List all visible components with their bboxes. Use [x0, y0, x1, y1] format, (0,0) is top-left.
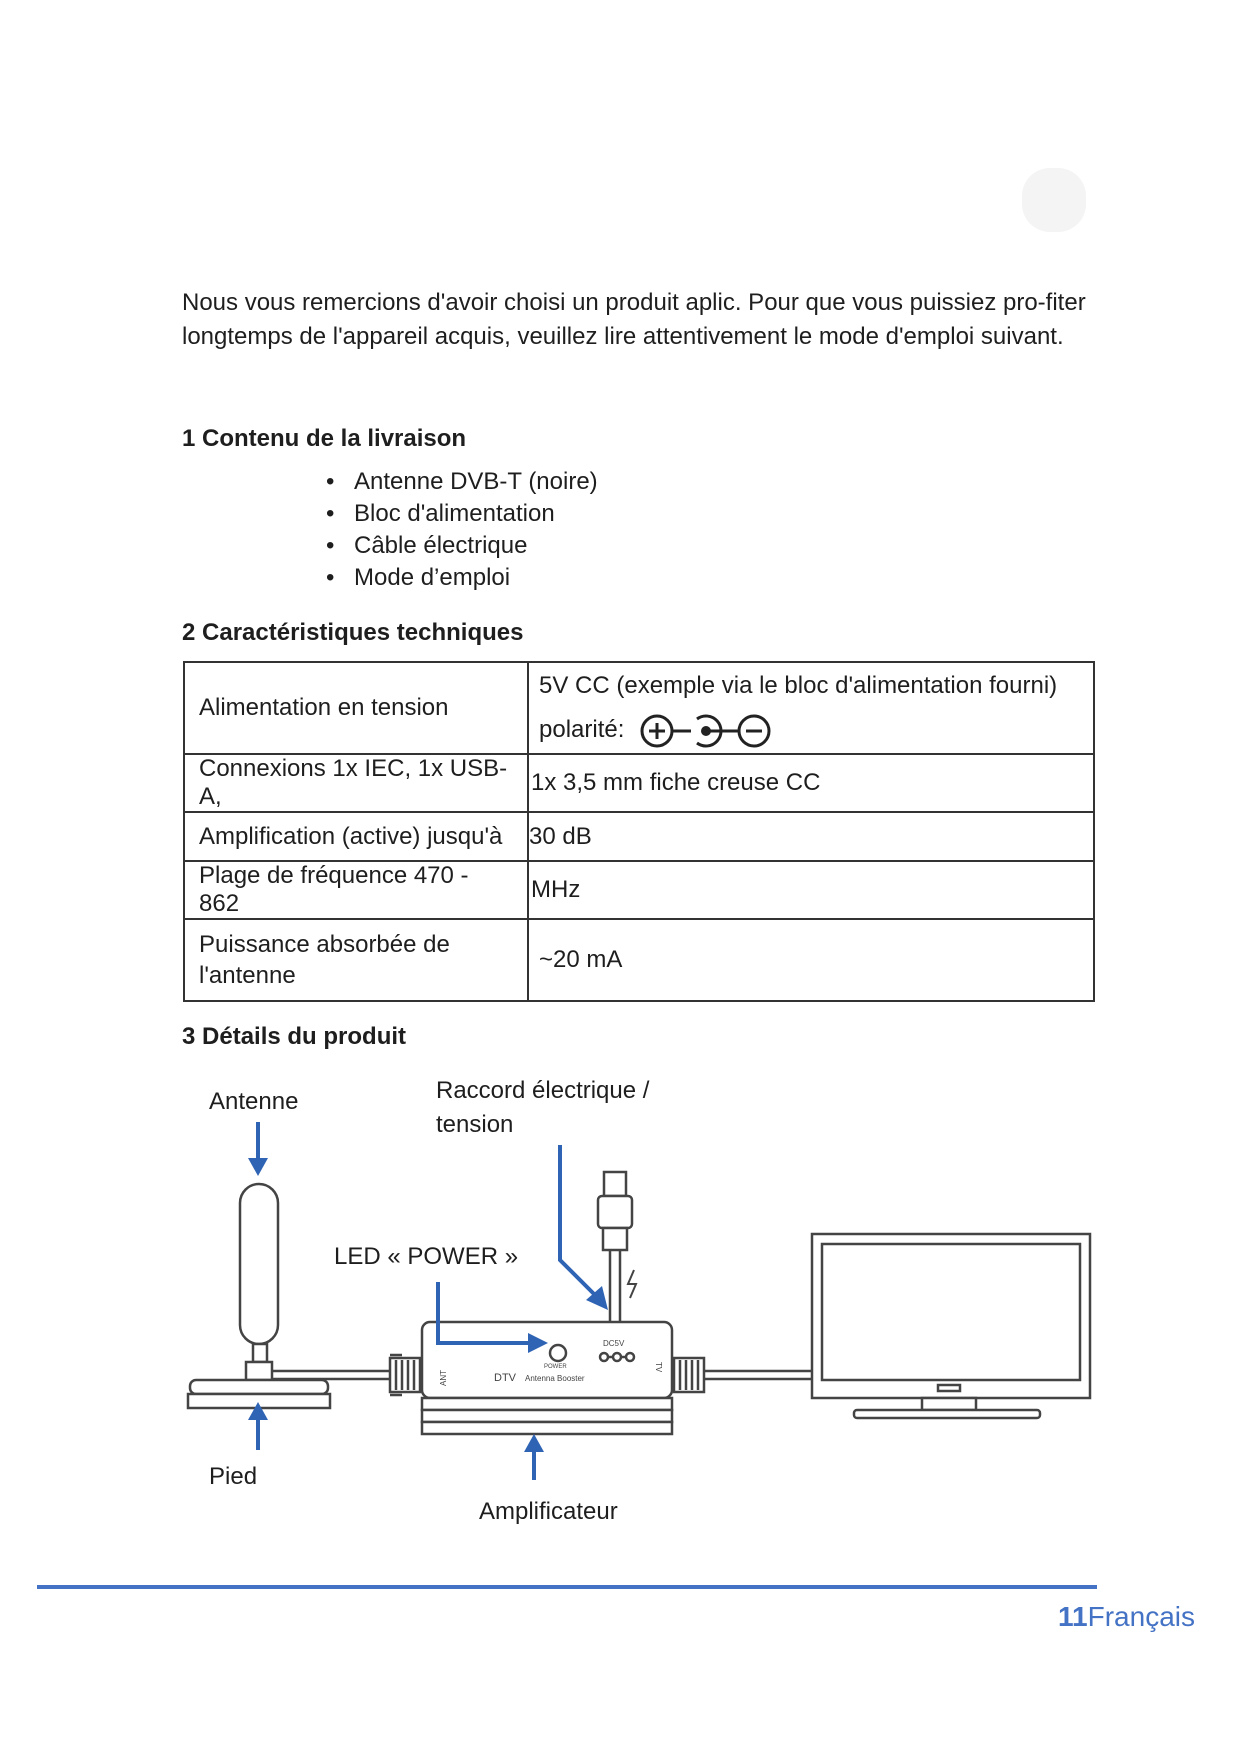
antenna-label: Antenne — [209, 1088, 299, 1115]
spec-value: ~20 mA — [528, 919, 1094, 1001]
amplifier-label: Amplificateur — [479, 1498, 618, 1525]
tv-port-text: TV — [654, 1362, 663, 1373]
spec-label: Connexions 1x IEC, 1x USB-A, — [184, 754, 528, 812]
tv-illustration — [812, 1234, 1090, 1418]
tv-cable — [704, 1371, 812, 1379]
spec-label: Alimentation en tension — [184, 662, 528, 754]
dc-in-text: DC5V — [603, 1339, 625, 1348]
power-label: Raccord électrique / tension — [436, 1077, 650, 1138]
spec-value: 1x 3,5 mm fiche creuse CC — [528, 754, 1094, 812]
list-item: • Mode d’emploi — [326, 562, 598, 594]
list-item: • Câble électrique — [326, 530, 598, 562]
spec-label: Puissance absorbée de l'antenne — [184, 919, 528, 1001]
led-label: LED « POWER » — [334, 1243, 519, 1270]
brand-text: DTV — [494, 1372, 516, 1384]
footer-rule — [37, 1585, 1097, 1589]
page-footer — [1058, 1601, 1195, 1633]
list-item: • Bloc d'alimentation — [326, 498, 598, 530]
ant-port-text: ANT — [439, 1370, 448, 1386]
model-text: Antenna Booster — [525, 1374, 585, 1383]
arrow-down-icon — [248, 1158, 268, 1176]
power-led-text: POWER — [544, 1364, 567, 1370]
page-language: Français — [1087, 1601, 1195, 1632]
intro-paragraph: Nous vous remercions d'avoir choisi un produit aplic. Pour que vous puissiez pro-fiter longtemps de l'appareil acquis, veuillez lire attentivement le mode d'emploi suivant. — [182, 289, 1086, 350]
antenna-illustration — [188, 1184, 390, 1408]
list-item: • Antenne DVB-T (noire) — [326, 466, 598, 498]
spec-label: Amplification (active) jusqu'à — [184, 812, 528, 861]
section-3-heading: 3 Détails du produit — [182, 1023, 407, 1050]
spec-value: 30 dB — [528, 812, 1094, 861]
section-1-heading: 1 Contenu de la livraison — [182, 425, 467, 452]
spec-label: Plage de fréquence 470 - 862 — [184, 861, 528, 919]
section-2-heading: 2 Caractéristiques techniques — [182, 619, 524, 646]
foot-label: Pied — [209, 1463, 258, 1490]
spec-value: MHz — [528, 861, 1094, 919]
arrow-up-icon — [524, 1434, 544, 1452]
spec-value-text: 5V CC (exemple via le bloc d'alimentation fourni) polarité: — [539, 672, 1058, 743]
page-number: 11 — [1058, 1601, 1088, 1632]
